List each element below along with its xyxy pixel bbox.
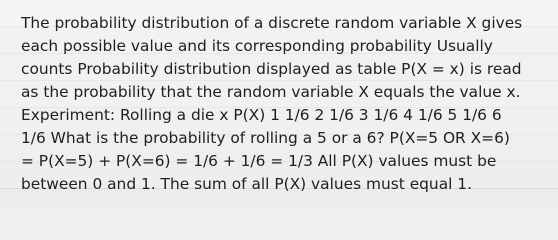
text-line-8: between 0 and 1. The sum of all P(X) values must equal 1. (21, 175, 472, 193)
text-line-3: counts Probability distribution displayed as table P(X = x) is read (21, 60, 522, 78)
text-line-2: each possible value and its corresponding probability Usually (21, 37, 493, 55)
text-line-1: The probability distribution of a discrete random variable X gives (21, 14, 523, 32)
text-line-7: = P(X=5) + P(X=6) = 1/6 + 1/6 = 1/3 All P(X) values must be (21, 152, 497, 170)
body-text (21, 12, 543, 196)
text-line-5: Experiment: Rolling a die x P(X) 1 1/6 2 1/6 3 1/6 4 1/6 5 1/6 6 (21, 106, 502, 124)
text-line-6: 1/6 What is the probability of rolling a 5 or a 6? P(X=5 OR X=6) (21, 129, 510, 147)
text-line-4: as the probability that the random variable X equals the value x. (21, 83, 521, 101)
